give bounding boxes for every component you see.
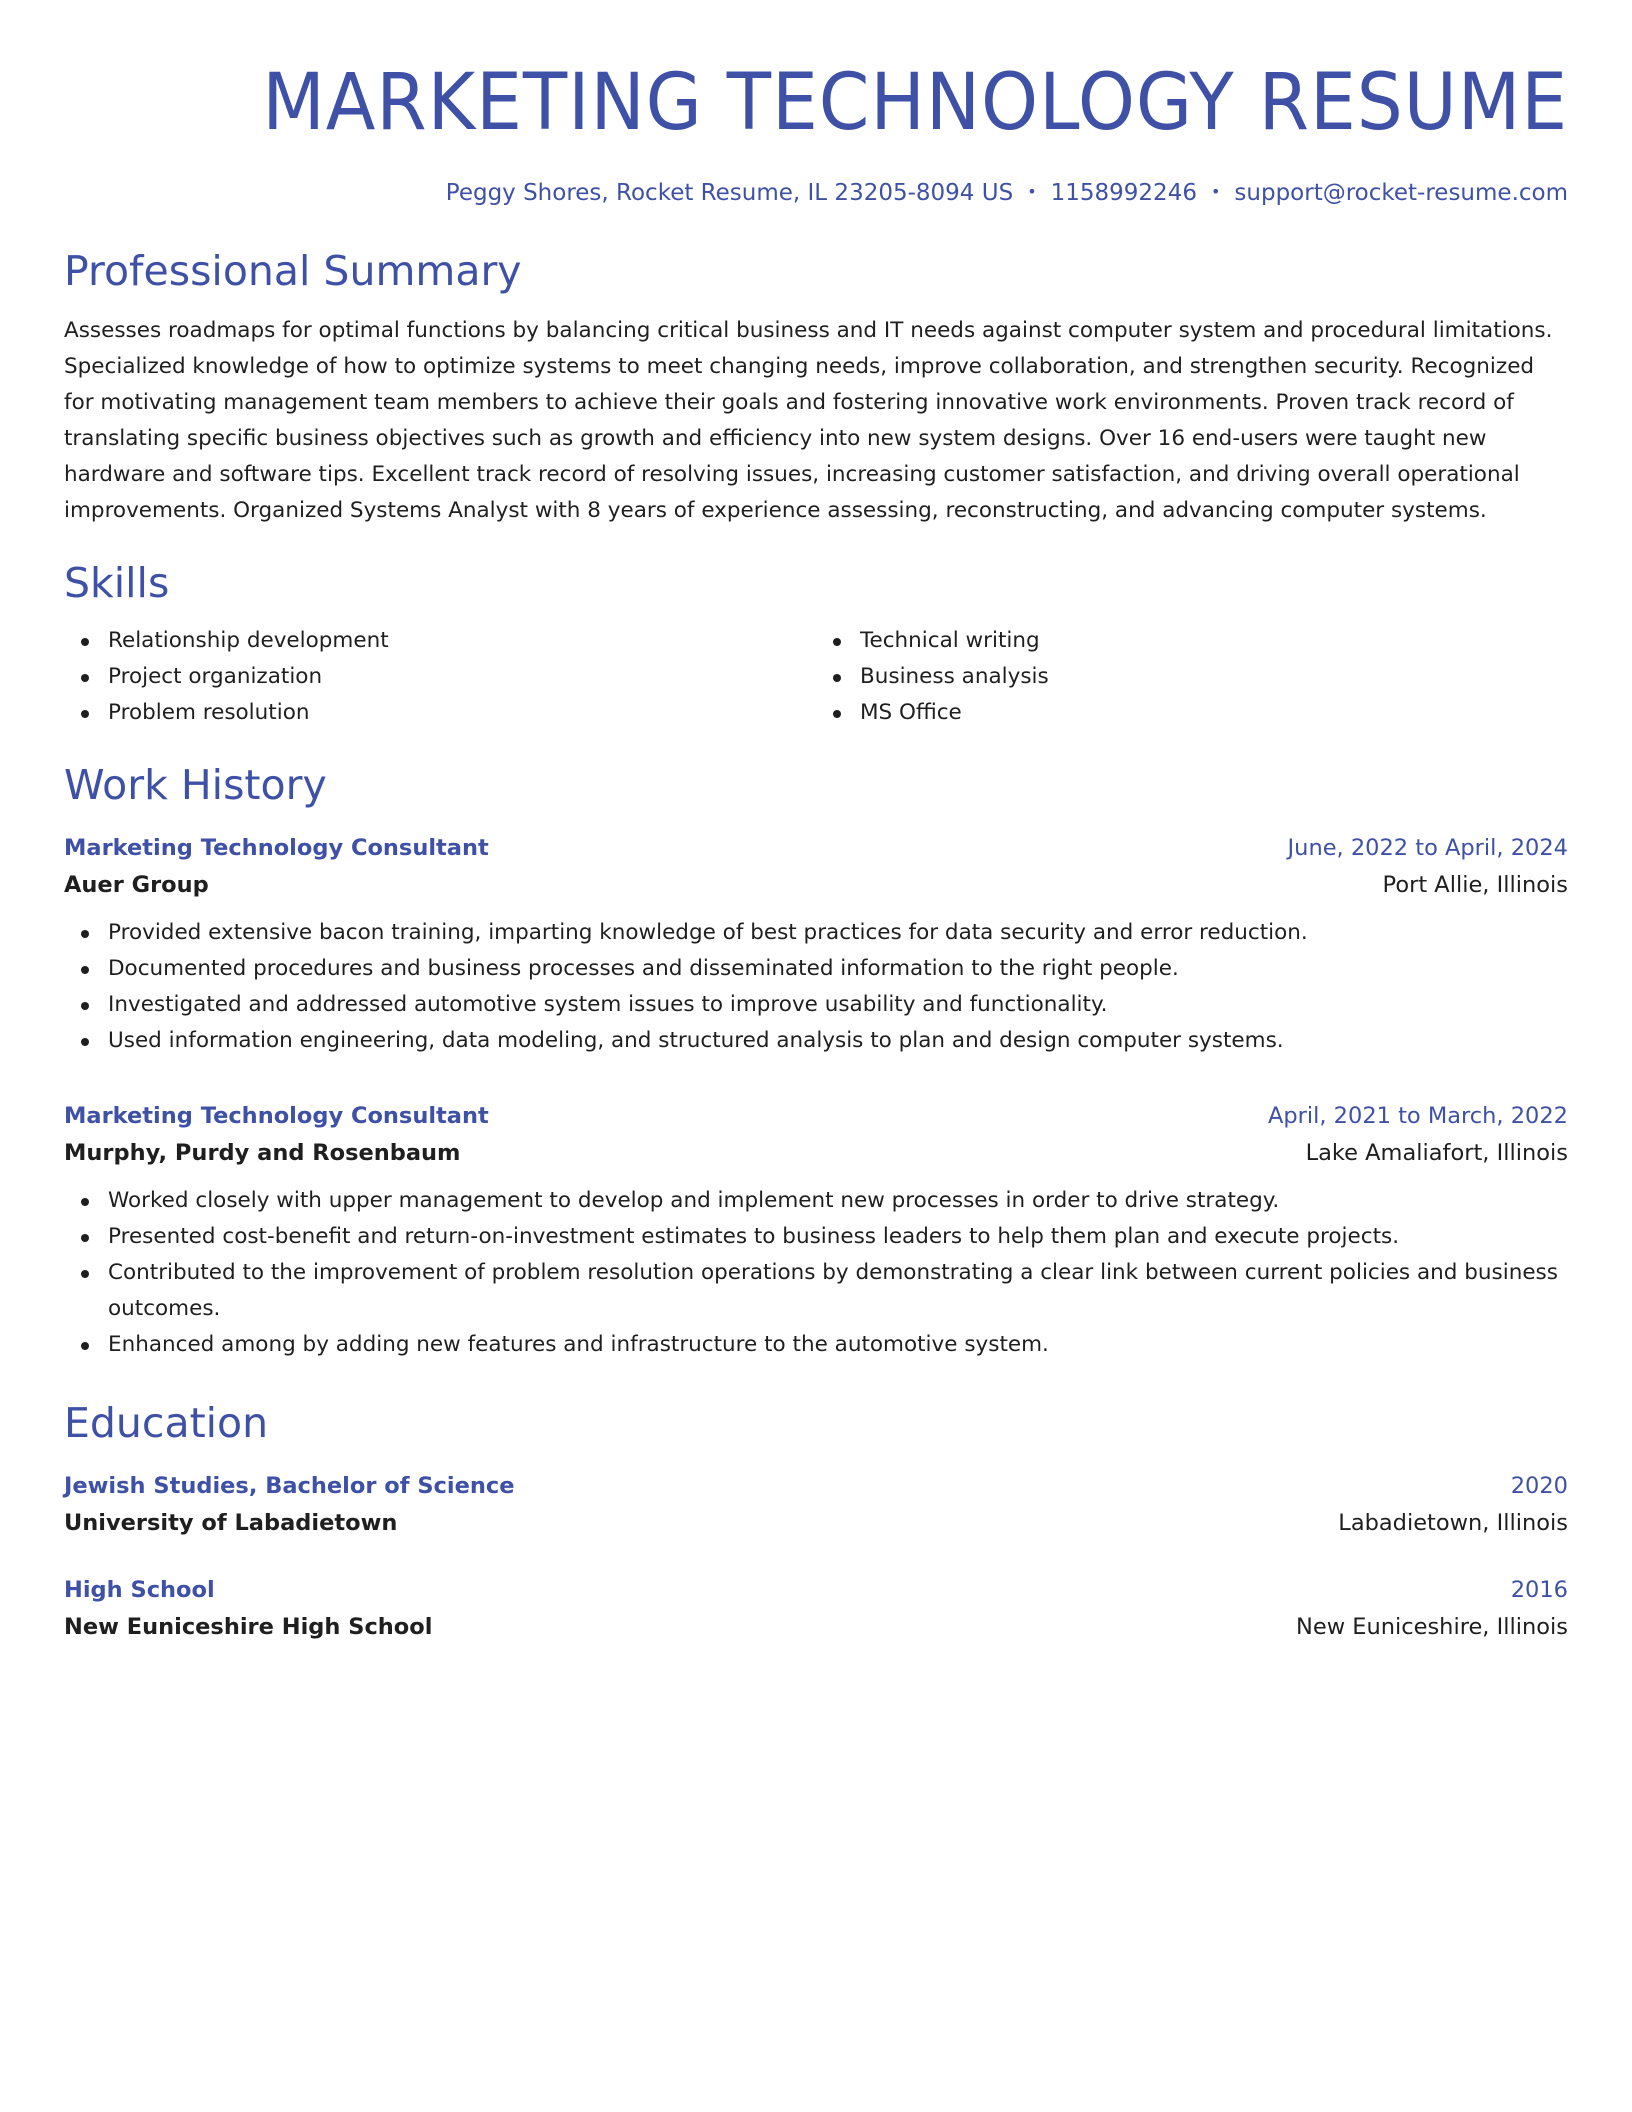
job-entry [64,1099,1568,1363]
education-location: New Euniceshire, Illinois [1296,1614,1568,1640]
job-dates: June, 2022 to April, 2024 [1287,835,1568,861]
contact-email: support@rocket-resume.com [1234,180,1568,206]
education-year: 2016 [1510,1577,1568,1603]
contact-separator: • [1210,182,1221,201]
job-bullets [64,1183,1568,1363]
job-bullet: Investigated and addressed automotive system issues to improve usability and functionality. [108,987,1568,1023]
summary-heading: Professional Summary [64,247,522,295]
job-title: Marketing Technology Consultant [64,1103,489,1129]
education-year: 2020 [1510,1473,1568,1499]
contact-phone: 1158992246 [1050,180,1197,206]
work-history-heading: Work History [64,761,327,809]
education-school: University of Labadietown [64,1510,398,1536]
job-bullet: Provided extensive bacon training, imparting knowledge of best practices for data security and error reduction. [108,915,1568,951]
skill-item: Project organization [108,659,816,695]
education-location: Labadietown, Illinois [1338,1510,1568,1536]
job-company: Murphy, Purdy and Rosenbaum [64,1140,461,1166]
job-location: Port Allie, Illinois [1382,872,1568,898]
skills-column-left [64,623,816,731]
skills-list [64,623,1568,731]
education-header-row [64,1573,1568,1607]
job-bullet: Presented cost-benefit and return-on-investment estimates to business leaders to help them plan and execute projects. [108,1219,1568,1255]
job-bullet: Used information engineering, data modeling, and structured analysis to plan and design computer systems. [108,1023,1568,1059]
contact-line [64,176,1568,209]
education-heading: Education [64,1399,269,1447]
skill-item: Relationship development [108,623,816,659]
job-bullet: Contributed to the improvement of problem resolution operations by demonstrating a clear link between current policies and business outcomes. [108,1255,1568,1327]
education-header-row [64,1469,1568,1503]
education-school-row [64,1503,1568,1543]
resume-title: MARKETING TECHNOLOGY RESUME [262,58,1568,148]
education-degree: High School [64,1577,215,1603]
job-location: Lake Amaliafort, Illinois [1305,1140,1568,1166]
job-entry [64,831,1568,1059]
job-header-row [64,831,1568,865]
education-entry [64,1573,1568,1647]
job-title: Marketing Technology Consultant [64,835,489,861]
education-entry [64,1469,1568,1543]
contact-separator: • [1027,182,1037,201]
education-degree: Jewish Studies, Bachelor of Science [64,1473,515,1499]
skill-item: Business analysis [860,659,1568,695]
skills-column-right [816,623,1568,731]
education-school-row [64,1607,1568,1647]
skill-item: MS Office [860,695,1568,731]
skills-heading: Skills [64,559,170,607]
job-header-row [64,1099,1568,1133]
job-bullet: Worked closely with upper management to develop and implement new processes in order to drive strategy. [108,1183,1568,1219]
skill-item: Problem resolution [108,695,816,731]
job-company: Auer Group [64,872,209,898]
job-company-row [64,1133,1568,1173]
education-school: New Euniceshire High School [64,1614,433,1640]
job-company-row [64,865,1568,905]
job-dates: April, 2021 to March, 2022 [1267,1103,1568,1129]
contact-address: Peggy Shores, Rocket Resume, IL 23205-8094 US [445,180,1014,206]
job-bullets [64,915,1568,1059]
summary-text: Assesses roadmaps for optimal functions by balancing critical business and IT needs against computer system and procedural limitations. Specialized knowledge of how to optimize systems to meet changing needs, improve collaboration, and strengthen security. Recognized for motivating management team members to achieve their goals and fostering innovative work environments. Proven track record of translating specific business objectives such as growth and efficiency into new system designs. Over 16 end-users were taught new hardware and software tips. Excellent track record of resolving issues, increasing customer satisfaction, and driving overall operational improvements. Organized Systems Analyst with 8 years of experience assessing, reconstructing, and advancing computer systems. [64,318,1553,523]
job-bullet: Enhanced among by adding new features and infrastructure to the automotive system. [108,1327,1568,1363]
job-bullet: Documented procedures and business processes and disseminated information to the right people. [108,951,1568,987]
skill-item: Technical writing [860,623,1568,659]
